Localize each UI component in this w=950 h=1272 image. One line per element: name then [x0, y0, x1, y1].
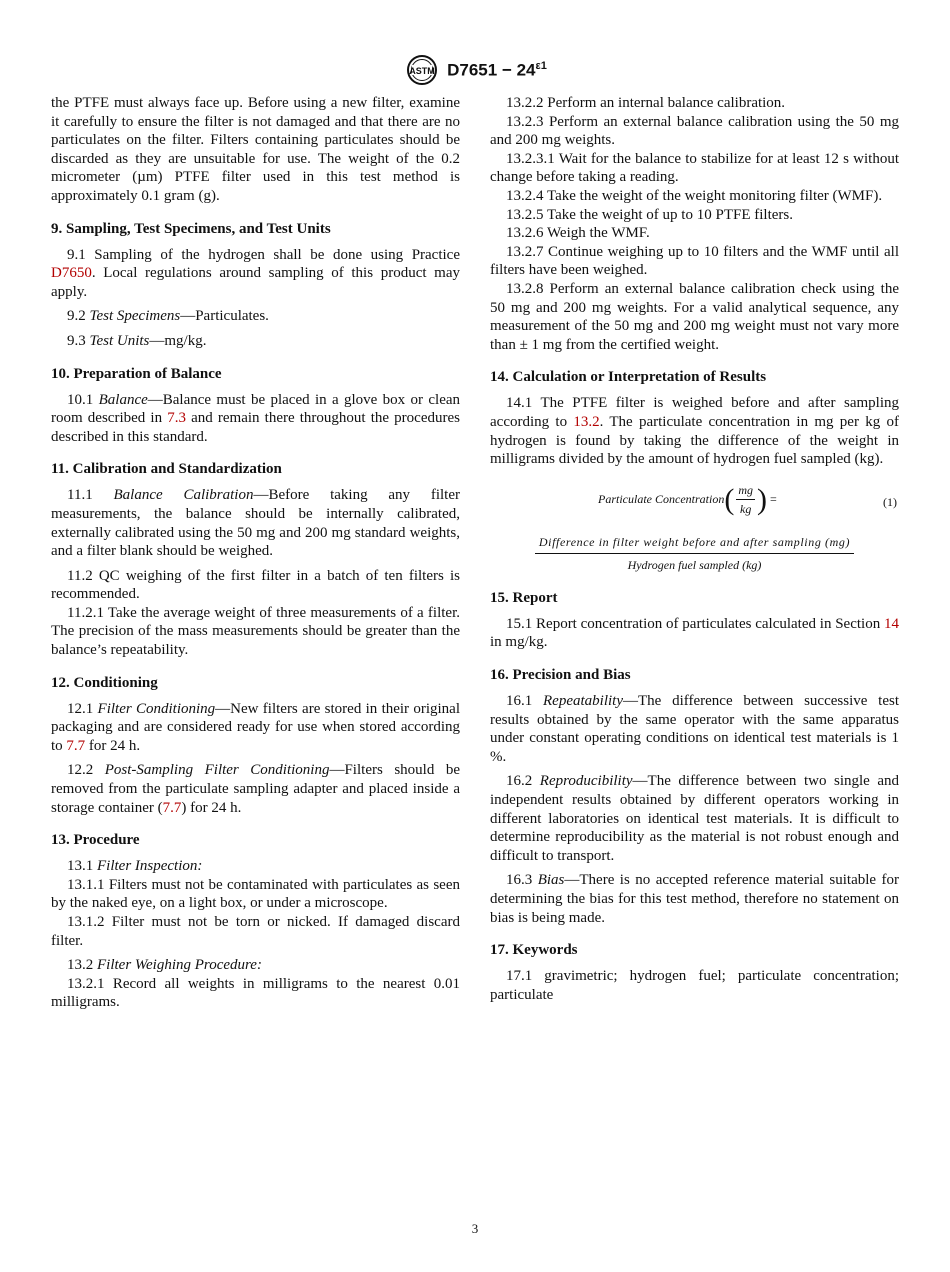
- section-15-title: 15. Report: [490, 589, 558, 606]
- paragraph: 13.2.6 Weigh the WMF.: [506, 225, 650, 242]
- paragraph: 9.2 Test Specimens—Particulates.: [67, 308, 269, 325]
- left-paren: (: [724, 482, 735, 516]
- paragraph: 16.2 Reproducibility—The difference between two single and independent results obtained by different operators working in different laboratories on identical test materials. It is difficult to determine reproducibility as the material is not robust enough and difficult to transport.: [490, 773, 899, 864]
- paragraph: 12.2 Post-Sampling Filter Conditioning—Filters should be removed from the particulate sampling adapter and placed inside a storage container (7.7) for 24 h.: [51, 762, 460, 816]
- equation-fraction: [490, 533, 899, 575]
- paragraph: 11.2 QC weighing of the first filter in a batch of ten filters is recommended.: [51, 567, 460, 603]
- paragraph: 13.2.2 Perform an internal balance calibration.: [506, 95, 786, 111]
- section-17-title: 17. Keywords: [490, 942, 578, 959]
- ref-link-13-2[interactable]: 13.2: [573, 413, 600, 430]
- paragraph: 13.2.7 Continue weighing up to 10 filters and the WMF until all filters have been weighed.: [490, 243, 899, 279]
- equals-sign: =: [770, 492, 777, 507]
- right-column: [490, 94, 899, 1004]
- equation-number: (1): [883, 494, 897, 509]
- paragraph: 13.2.1 Record all weights in milligrams to the nearest 0.01 milligrams.: [51, 975, 460, 1011]
- paragraph: 16.3 Bias—There is no accepted reference material suitable for determining the bias for this test method, therefore no statement on bias is being made.: [490, 872, 899, 926]
- ref-link-7-3[interactable]: 7.3: [167, 410, 186, 427]
- paragraph: 13.2 Filter Weighing Procedure:: [67, 957, 262, 974]
- section-9-title: 9. Sampling, Test Specimens, and Test Units: [51, 220, 331, 237]
- paragraph: 13.2.8 Perform an external balance calibration check using the 50 mg and 200 mg weights. For a valid analytical sequence, any measurement of the 50 mg and 200 mg weight must not vary more than ± 1 mg from the certified weight.: [490, 280, 899, 353]
- paragraph: 13.2.4 Take the weight of the weight monitoring filter (WMF).: [506, 187, 883, 204]
- paragraph: 11.1 Balance Calibration—Before taking any filter measurements, the balance should be internally calibrated, externally calibrated using the 50 mg and 200 mg standard weights, and a filter blank should be weighed.: [51, 487, 460, 560]
- paragraph: 12.1 Filter Conditioning—New filters are stored in their original packaging and are considered ready for use when stored according to 7.7 for 24 h.: [51, 700, 460, 754]
- paragraph: 11.2.1 Take the average weight of three measurements of a filter. The precision of the mass measurements should be greater than the balance’s repeatability.: [51, 604, 460, 659]
- section-10-title: 10. Preparation of Balance: [51, 365, 222, 382]
- svg-text:ASTM: ASTM: [409, 66, 435, 76]
- paragraph: 16.1 Repeatability—The difference between successive test results obtained by the same operator with the same apparatus under constant operating conditions on identical test materials is 1 %.: [490, 693, 899, 765]
- paragraph: 9.3 Test Units—mg/kg.: [67, 332, 207, 349]
- section-12-title: 12. Conditioning: [51, 674, 158, 691]
- paragraph: 13.1.2 Filter must not be torn or nicked. If damaged discard filter.: [51, 914, 460, 949]
- designation: $D7651 - 24^{\varepsilon 1}$: [447, 59, 547, 80]
- paragraph: 15.1 Report concentration of particulates calculated in Section 14 in mg/kg.: [490, 615, 899, 651]
- ref-link-7-7[interactable]: 7.7: [66, 737, 86, 754]
- section-13-title: 13. Procedure: [51, 832, 140, 849]
- ref-link-d7650[interactable]: D7650: [51, 265, 92, 282]
- equation-numerator: Difference in filter weight before and after sampling (mg): [535, 533, 854, 555]
- left-column: [51, 94, 460, 1012]
- equation-denominator: Hydrogen fuel sampled (kg): [627, 558, 762, 573]
- paragraph: the PTFE must always face up. Before using a new filter, examine it carefully to ensure the filter is not damaged and that there are no particulates on the filter. Filters containing particulates should be discarded as they are unsuitable for use. The weight of the 0.2 micrometer (µm) PTFE filter used in this test method is approximately 0.1 gram (g).: [51, 95, 460, 204]
- paragraph: 14.1 The PTFE filter is weighed before and after sampling according to 13.2. The particulate concentration in mg per kg of hydrogen is found by taking the difference of the weight in milligrams divided by the amount of hydrogen fuel sampled (kg).: [490, 395, 899, 468]
- section-16-title: 16. Precision and Bias: [490, 667, 631, 684]
- right-paren: ): [757, 482, 767, 516]
- equation-1: [490, 481, 899, 527]
- section-14-title: 14. Calculation or Interpretation of Results: [490, 369, 767, 386]
- paragraph: 10.1 Balance—Balance must be placed in a glove box or clean room described in 7.3 and remain there throughout the procedures described in this standard.: [51, 391, 461, 445]
- paragraph: 13.2.3 Perform an external balance calibration using the 50 mg and 200 mg weights.: [490, 113, 899, 149]
- paragraph: 13.2.3.1 Wait for the balance to stabilize for at least 12 s without change before taking a reading.: [490, 150, 899, 186]
- equation-lhs: Particulate Concentration: [598, 492, 725, 507]
- section-11-title: 11. Calibration and Standardization: [51, 461, 282, 478]
- paragraph: 9.1 Sampling of the hydrogen shall be done using Practice D7650. Local regulations around sampling of this product may apply.: [51, 246, 460, 300]
- page-header: [0, 54, 950, 86]
- paragraph: 13.1.1 Filters must not be contaminated with particulates as seen by the naked eye, on a light box, or under a microscope.: [51, 876, 460, 912]
- ref-link-14[interactable]: 14: [884, 615, 899, 632]
- unit-fraction: $\frac{mg}{kg}$: [738, 482, 753, 517]
- paragraph: 17.1 gravimetric; hydrogen fuel; particulate concentration; particulate: [490, 968, 899, 1003]
- paragraph: 13.1 Filter Inspection:: [67, 858, 203, 875]
- astm-logo-icon: [403, 54, 441, 86]
- page-number: 3: [471, 1221, 479, 1236]
- ref-link-7-7[interactable]: 7.7: [162, 799, 182, 816]
- paragraph: 13.2.5 Take the weight of up to 10 PTFE filters.: [506, 206, 793, 223]
